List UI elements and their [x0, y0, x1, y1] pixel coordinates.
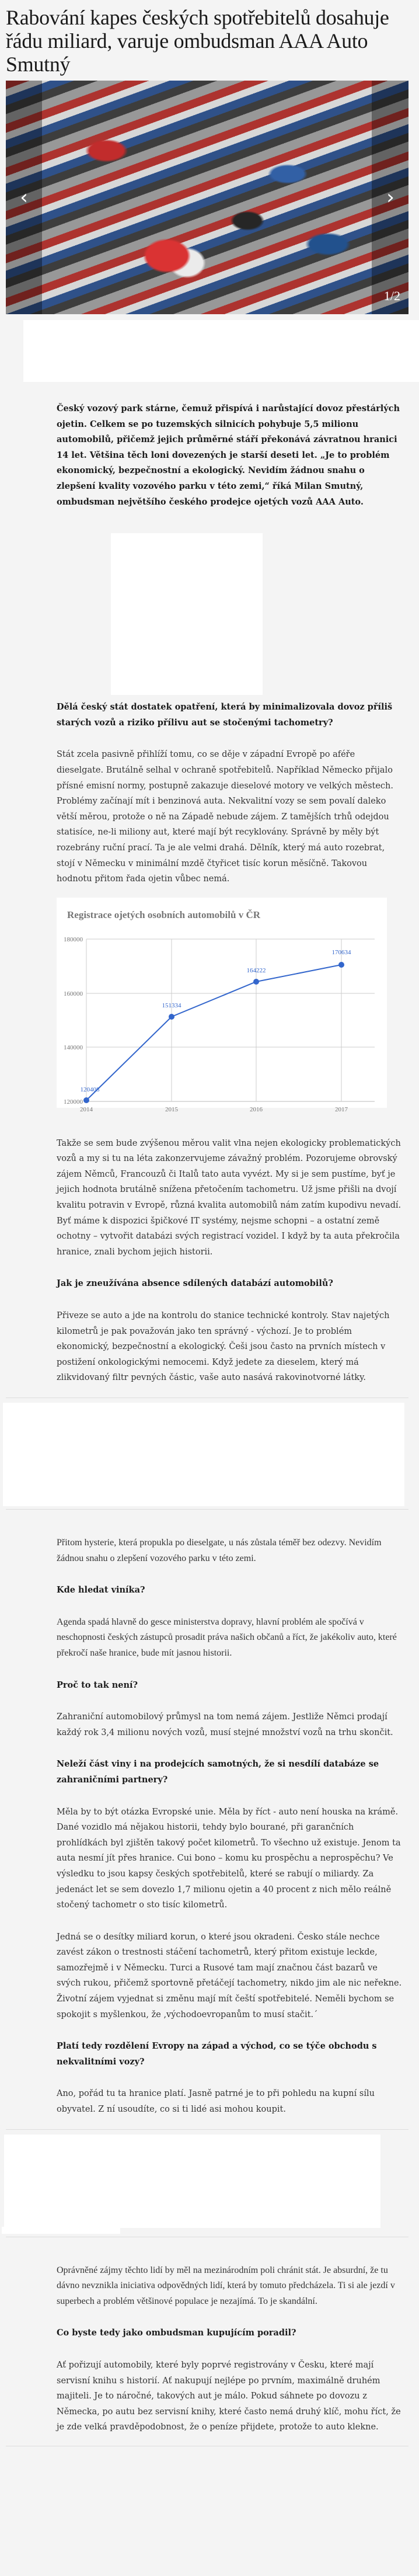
ad-square: [111, 533, 263, 695]
article-body: [0, 401, 403, 1386]
answer-3: Agenda spadá hlavně do gesce ministerstva dopravy, hlavní problém ale spočívá v neschopnosti českých zástupců prosadit práva našich občanů a říct, že jakékoliv auto, které překročí naše hranice, bude mít jasnou historii.: [57, 1616, 397, 1658]
question-1: Dělá český stát dostatek opatření, která by minimalizovala dovoz příliš starých vozů a riziko přílivu aut se stočenými tachometry?: [57, 702, 393, 728]
line-chart: [57, 898, 387, 1113]
answer-2b: Přitom hysterie, která propukla po dieselgate, u nás zůstala téměř bez odezvy. Nevidím žádnou snahu o zlepšení vozového parku v této zemi.: [57, 1538, 382, 1563]
photo-gallery[interactable]: [6, 81, 408, 314]
answer-2: Přiveze se auto a jde na kontrolu do stanice technické kontroly. Stav najetých kilometrů je pak považován jako ten správný - výchozí. Je to problém ekonomický, bezpečnostní a ekologický. Češi jsou často na prvních místech v postižení onkologickými nemocemi. Když jedete za dieselem, který má zlikvidovaný filtr pevných částic, vaše auto nasává rakovinotvorné látky.: [57, 1311, 390, 1383]
article-lead: Český vozový park stárne, čemuž přispívá i narůstající dovoz přestárlých ojetin. Celkem se po tuzemských silnicích pohybuje 5,5 milionu automobilů, přičemž jejich průměrné stáří překonává závratnou hranici 14 let. Většina těch loni dovezených je starší deseti let. „Je to problém ekonomický, bezpečnostní a ekologický. Nevidím žádnou snahu o zlepšení kvality vozového parku v této zemi,“ říká Milan Smutný, ombudsman největšího českého prodejce ojetých vozů AAA Auto.: [57, 404, 400, 507]
data-label: 170634: [331, 948, 351, 956]
article-body-end: [0, 2263, 403, 2435]
ad-block-bottom-tail: [2, 2227, 120, 2234]
x-tick: 2014: [80, 1106, 93, 1113]
question-4: Proč to tak není?: [57, 1680, 138, 1690]
data-label: 164222: [246, 967, 266, 974]
gallery-counter: 1/2: [383, 288, 400, 303]
divider: [6, 1397, 408, 1398]
answer-1b: Takže se sem bude zvýšenou měrou valit vlna nejen ekologicky problematických vozů a my si tu na léta zakonzervujeme závažný problém. Pozorujeme obrovský zájem Němců, Francouzů či Italů tato auta vyvézt. My si je sem pustíme, byť je jejich hodnota brutálně snížena přetočením tachometru. Už jsme přišli na dvojí kvalitu potravin v Evropě, různá kvalita automobilů nám zatím kupodivu nevadí. Byť máme k dispozici špičkové IT systémy, nejsme schopni – a ostatní země ochotny – vytvořit databázi svých registrací vozidel. I když by ta auta překročila hranice, znali bychom jejich historii.: [57, 1138, 401, 1257]
question-5: Neleží část viny i na prodejcích samotných, že si nesdílí databáze se zahraničními partnery?: [57, 1759, 379, 1785]
y-tick: 160000: [64, 990, 83, 997]
question-2: Jak je zneužívána absence sdílených databází automobilů?: [57, 1278, 333, 1289]
chevron-left-icon[interactable]: ‹: [20, 186, 28, 209]
x-tick: 2015: [165, 1106, 178, 1113]
answer-5: Měla by to být otázka Evropské unie. Měla by říct - auto není houska na krámě. Dané vozidlo má nějakou historii, tehdy bylo bourané, při garančních prohlídkách byl zjištěn takový počet kilometrů. To všechno už existuje. Jenom ta auta nesmí jít přes hranice. Cui bono – komu ku prospěchu a neprospěchu? Ve výsledku to jsou kapsy českých spotřebitelů, které se rabují o miliardy. Za jedenáct let se sem dovezlo 1,7 milionu ojetin a 40 procent z nich mělo reálně stočený tachometr o sto tisíc kilometrů.: [57, 1807, 401, 1910]
article-title: Rabování kapes českých spotřebitelů dosahuje řádu miliard, varuje ombudsman AAA Auto Smutný: [6, 6, 389, 76]
data-label: 151334: [162, 1002, 181, 1009]
x-tick: 2017: [335, 1106, 348, 1113]
divider: [6, 1509, 408, 1510]
ad-block-bottom: [4, 2135, 380, 2228]
article-body-continued: [0, 1535, 403, 2118]
y-tick: 120000: [64, 1098, 83, 1106]
chevron-right-icon[interactable]: ›: [386, 186, 394, 209]
y-tick: 180000: [64, 936, 83, 943]
ad-banner-top: [23, 320, 419, 382]
answer-5b: Jedná se o desítky miliard korun, o které jsou okradeni. Česko stále nechce zavést zákon o trestnosti stáčení tachometrů, který přitom existuje leckde, samozřejmě i v Německu. Turci a Rusové tam mají značnou část bazarů ve svých rukou, přičemž sportovně přetáčejí tachometry, nikdo jim ale nic neřekne. Životní zájem vyjednat si změnu mají mít čeští spotřebitelé. Neměli bychom se spokojit s myšlenkou, že ‚východoevropanům to musí stačit.´: [57, 1932, 402, 2019]
x-tick: 2016: [250, 1106, 263, 1113]
chart-canvas: [57, 898, 387, 1113]
question-6: Platí tedy rozdělení Evropy na západ a východ, co se týče obchodu s nekvalitními vozy?: [57, 2041, 377, 2067]
chart-title: Registrace ojetých osobních automobilů v ČR: [67, 909, 261, 920]
question-3: Kde hledat viníka?: [57, 1585, 145, 1595]
answer-6b: Oprávněné zájmy těchto lidí by měl na mezinárodním poli chránit stát. Je absurdní, že tu dávno nevznikla iniciativa odpovědných lidí, která by tomuto předcházela. Ti si ale jezdí v superbech a problém většinové populace je nezajímá. To je skandální.: [57, 2265, 395, 2306]
ad-block-middle: [3, 1403, 404, 1506]
question-7: Co byste tedy jako ombudsman kupujícím poradil?: [57, 2328, 296, 2338]
y-tick: 140000: [64, 1044, 83, 1051]
divider: [6, 2129, 408, 2130]
answer-4: Zahraniční automobilový průmysl na tom nemá zájem. Jestliže Němci prodají každý rok 3,4 milionu nových vozů, musí stejné množství vozů na trhu skončit.: [57, 1712, 393, 1737]
answer-1: Stát zcela pasivně přihlíží tomu, co se děje v západní Evropě po aféře dieselgate. Brutálně selhal v ochraně spotřebitelů. Například Německo přijalo přísné emisní normy, postupně zakazuje dieselové motory ve velkých městech. Problémy začínají mít i benzinová auta. Nekvalitní vozy se sem povalí daleko větší měrou, protože o ně na Západě nebude zájem. Z tamějších trhů odejdou statisíce, ne-li miliony aut, které mají být recyklovány. Správně by měly být rozebrány ruční prací. Ta je ale velmi drahá. Dělník, který má auto rozebrat, stojí v Německu v minimální mzdě čtyřicet tisíc korun měsíčně. Takovou hodnotu přitom řada ojetin vůbec nemá.: [57, 750, 393, 884]
answer-7: Ať pořizují automobily, které byly poprvé registrovány v Česku, které mají servisní knihu s historií. Ať nakupují nejlépe po prvním, maximálně druhém majiteli. Je to náročné, takových aut je málo. Pokud sáhnete po dovozu z Německa, po autu bez servisní knihy, které často nemá druhý klíč, mohu říct, že je zde velká pravděpodobnost, že o peníze přijdete, protože to auto klekne.: [57, 2361, 401, 2432]
gallery-photo-car-lot: [6, 81, 408, 314]
data-label: 120408: [80, 1086, 100, 1093]
answer-6: Ano, pořád tu ta hranice platí. Jasně patrné je to při pohledu na kupní sílu obyvatel. Z ní usoudíte, co si ti lidé asi mohou koupit.: [57, 2089, 375, 2115]
